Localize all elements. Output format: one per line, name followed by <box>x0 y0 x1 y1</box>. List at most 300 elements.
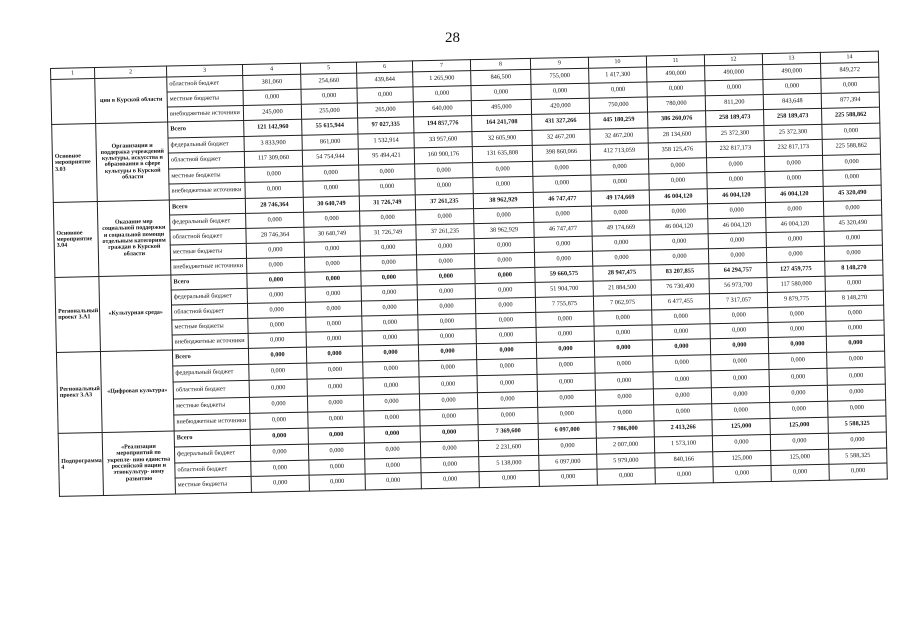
amount-cell: 0,000 <box>713 466 771 483</box>
amount-cell: 28 746,364 <box>246 227 304 243</box>
funding-source-label: областной бюджет <box>167 75 243 92</box>
amount-cell: 0,000 <box>594 340 652 357</box>
amount-cell: 0,000 <box>420 425 478 442</box>
amount-cell: 780,000 <box>647 96 705 112</box>
amount-cell: 56 973,700 <box>709 277 767 293</box>
amount-cell: 0,000 <box>415 162 473 179</box>
funding-source-label: областной бюджет <box>170 228 246 245</box>
amount-cell: 849,272 <box>821 62 879 78</box>
amount-cell: 0,000 <box>303 165 359 182</box>
amount-cell: 164 241,708 <box>472 114 532 131</box>
amount-cell: 0,000 <box>419 360 477 377</box>
amount-cell: 7 755,875 <box>535 296 593 312</box>
amount-cell: 0,000 <box>421 472 479 489</box>
amount-cell: 0,000 <box>363 393 419 410</box>
amount-cell: 431 327,266 <box>532 113 590 130</box>
amount-cell: 0,000 <box>364 426 420 443</box>
amount-cell: 0,000 <box>654 403 712 420</box>
amount-cell: 0,000 <box>362 315 418 331</box>
amount-cell: 127 459,775 <box>767 261 825 277</box>
amount-cell: 840,166 <box>655 451 713 468</box>
amount-cell: 0,000 <box>250 444 308 461</box>
amount-cell: 0,000 <box>306 346 362 363</box>
amount-cell: 0,000 <box>597 468 655 485</box>
amount-cell: 0,000 <box>247 287 305 303</box>
amount-cell: 0,000 <box>589 82 647 98</box>
amount-cell: 0,000 <box>765 155 823 172</box>
amount-cell: 0,000 <box>534 236 592 252</box>
amount-cell: 0,000 <box>650 234 708 250</box>
amount-cell: 125,000 <box>771 449 829 466</box>
amount-cell: 358 125,476 <box>648 142 706 159</box>
amount-cell: 0,000 <box>475 267 535 283</box>
funding-source-label: внебюджетные источники <box>174 413 250 431</box>
amount-cell: 0,000 <box>301 88 357 104</box>
amount-cell: 0,000 <box>534 206 592 222</box>
amount-cell: 0,000 <box>533 160 591 177</box>
measure-code: Подпрограмма 4 <box>58 432 103 496</box>
amount-cell: 0,000 <box>653 355 711 372</box>
amount-cell: 445 180,259 <box>590 112 648 129</box>
amount-cell: 0,000 <box>712 434 770 451</box>
amount-cell: 1 573,100 <box>654 435 712 452</box>
amount-cell: 0,000 <box>649 204 707 220</box>
amount-cell: 0,000 <box>475 297 535 313</box>
amount-cell: 0,000 <box>537 357 595 374</box>
amount-cell: 640,000 <box>413 101 471 117</box>
amount-cell: 0,000 <box>769 385 827 402</box>
amount-cell: 46 004,120 <box>649 189 707 205</box>
amount-cell: 45 320,490 <box>823 185 881 201</box>
amount-cell: 0,000 <box>308 411 364 428</box>
amount-cell: 0,000 <box>650 249 708 265</box>
amount-cell: 0,000 <box>307 378 363 395</box>
amount-cell: 0,000 <box>474 207 534 223</box>
amount-cell: 861,000 <box>302 134 358 151</box>
amount-cell: 0,000 <box>822 123 880 140</box>
amount-cell: 0,000 <box>649 173 707 190</box>
funding-source-label: местные бюджеты <box>173 397 249 415</box>
amount-cell: 8 148,270 <box>825 260 883 276</box>
amount-cell: 265,000 <box>357 102 413 118</box>
amount-cell: 0,000 <box>710 337 768 354</box>
amount-cell: 0,000 <box>361 285 417 301</box>
amount-cell: 0,000 <box>768 336 826 353</box>
amount-cell: 0,000 <box>249 380 307 397</box>
amount-cell: 21 884,500 <box>593 280 651 296</box>
funding-source-label: федеральный бюджет <box>170 213 246 230</box>
amount-cell: 0,000 <box>359 164 415 181</box>
amount-cell: 0,000 <box>595 372 653 389</box>
amount-cell: 121 142,960 <box>244 119 302 136</box>
amount-cell: 45 320,490 <box>824 215 882 231</box>
amount-cell: 28 746,364 <box>245 197 303 213</box>
amount-cell: 97 027,335 <box>358 117 414 134</box>
amount-cell: 95 494,421 <box>358 148 414 165</box>
column-index: 12 <box>704 54 762 66</box>
amount-cell: 0,000 <box>592 235 650 251</box>
amount-cell: 0,000 <box>474 237 534 253</box>
amount-cell: 6 097,000 <box>539 454 597 471</box>
amount-cell: 0,000 <box>769 352 827 369</box>
column-index: 10 <box>588 56 646 68</box>
amount-cell: 0,000 <box>824 245 882 261</box>
amount-cell: 0,000 <box>824 230 882 246</box>
amount-cell: 46 747,477 <box>533 191 591 207</box>
amount-cell: 0,000 <box>421 456 479 473</box>
amount-cell: 76 730,400 <box>651 279 709 295</box>
amount-cell: 6 097,000 <box>538 422 596 439</box>
amount-cell: 0,000 <box>362 330 418 346</box>
amount-cell: 0,000 <box>365 473 421 490</box>
funding-source-label: федеральный бюджет <box>174 445 250 462</box>
amount-cell: 0,000 <box>708 248 766 264</box>
amount-cell: 0,000 <box>419 392 477 409</box>
amount-cell: 0,000 <box>357 87 413 103</box>
amount-cell: 0,000 <box>247 302 305 318</box>
amount-cell: 0,000 <box>592 250 650 266</box>
amount-cell: 28 947,475 <box>593 265 651 281</box>
amount-cell: 49 174,669 <box>591 190 649 206</box>
amount-cell: 0,000 <box>479 471 539 488</box>
measure-code: Региональный проект 3.А1 <box>55 276 101 352</box>
amount-cell: 37 261,235 <box>416 224 474 240</box>
amount-cell: 0,000 <box>363 361 419 378</box>
budget-table <box>50 51 888 497</box>
amount-cell: 0,000 <box>476 312 536 328</box>
amount-cell: 0,000 <box>248 347 306 364</box>
amount-cell: 255,000 <box>301 103 357 119</box>
amount-cell: 0,000 <box>591 159 649 176</box>
funding-source-label: внебюджетные источники <box>172 333 248 350</box>
amount-cell: 232 817,173 <box>764 140 822 157</box>
budget-table-wrapper <box>50 51 887 497</box>
amount-cell: 194 857,776 <box>414 116 472 133</box>
amount-cell: 0,000 <box>595 388 653 405</box>
amount-cell: 0,000 <box>765 201 823 217</box>
amount-cell: 25 372,300 <box>764 124 822 141</box>
amount-cell: 32 467,200 <box>590 128 648 145</box>
amount-cell: 0,000 <box>828 400 886 417</box>
amount-cell: 225 588,862 <box>822 138 880 155</box>
amount-cell: 31 726,749 <box>360 225 416 241</box>
amount-cell: 117 580,000 <box>767 276 825 292</box>
amount-cell: 0,000 <box>536 341 594 358</box>
amount-cell: 5 588,325 <box>828 416 886 433</box>
column-index: 3 <box>166 64 242 77</box>
amount-cell: 386 260,076 <box>648 111 706 128</box>
funding-source-label: областной бюджет <box>168 152 244 169</box>
amount-cell: 0,000 <box>827 351 885 368</box>
funding-source-label: областной бюджет <box>171 303 247 320</box>
amount-cell: 46 747,477 <box>534 221 592 237</box>
amount-cell: 0,000 <box>653 387 711 404</box>
amount-cell: 0,000 <box>594 325 652 341</box>
amount-cell: 0,000 <box>821 77 879 93</box>
amount-cell: 2 413,266 <box>654 420 712 437</box>
amount-cell: 0,000 <box>306 316 362 332</box>
amount-cell: 0,000 <box>473 161 533 178</box>
amount-cell: 0,000 <box>770 433 828 450</box>
measure-code: Региональный проект 3.А3 <box>56 351 102 433</box>
amount-cell: 32 467,200 <box>532 129 590 146</box>
amount-cell: 0,000 <box>250 412 308 429</box>
amount-cell: 0,000 <box>249 363 307 380</box>
funding-source-label: местные бюджеты <box>170 243 246 260</box>
amount-cell: 55 615,944 <box>302 118 358 135</box>
measure-code: Основное мероприятие 3.03 <box>52 124 98 203</box>
amount-cell: 0,000 <box>418 314 476 330</box>
amount-cell: 846,500 <box>471 69 531 85</box>
amount-cell: 0,000 <box>306 331 362 347</box>
amount-cell: 30 640,749 <box>303 196 359 212</box>
amount-cell: 0,000 <box>539 469 597 486</box>
amount-cell: 0,000 <box>538 438 596 455</box>
amount-cell: 398 860,066 <box>532 144 590 161</box>
amount-cell: 0,000 <box>420 408 478 425</box>
funding-source-label: Всего <box>171 273 247 290</box>
amount-cell: 7 062,975 <box>593 295 651 311</box>
amount-cell: 0,000 <box>711 386 769 403</box>
amount-cell: 0,000 <box>534 251 592 267</box>
amount-cell: 125,000 <box>713 450 771 467</box>
amount-cell: 0,000 <box>533 176 591 193</box>
amount-cell: 2 007,000 <box>596 437 654 454</box>
amount-cell: 0,000 <box>361 300 417 316</box>
amount-cell: 0,000 <box>361 255 417 271</box>
amount-cell: 0,000 <box>418 329 476 345</box>
amount-cell: 0,000 <box>712 402 770 419</box>
amount-cell: 0,000 <box>476 327 536 343</box>
amount-cell: 254,660 <box>301 73 357 89</box>
amount-cell: 0,000 <box>765 171 823 188</box>
amount-cell: 0,000 <box>416 209 474 225</box>
amount-cell: 0,000 <box>711 354 769 371</box>
amount-cell: 0,000 <box>710 307 768 323</box>
amount-cell: 490,000 <box>647 66 705 82</box>
amount-cell: 0,000 <box>766 231 824 247</box>
page-number: 28 <box>445 30 460 46</box>
amount-cell: 8 148,270 <box>825 290 883 306</box>
amount-cell: 46 004,120 <box>707 188 765 204</box>
amount-cell: 0,000 <box>475 282 535 298</box>
amount-cell: 46 004,120 <box>766 216 824 232</box>
amount-cell: 1 265,900 <box>413 71 471 87</box>
amount-cell: 412 713,059 <box>590 143 648 160</box>
amount-cell: 0,000 <box>416 254 474 270</box>
amount-cell: 0,000 <box>826 335 884 352</box>
amount-cell: 0,000 <box>419 376 477 393</box>
amount-cell: 64 294,757 <box>709 263 767 279</box>
amount-cell: 1 532,914 <box>358 132 414 149</box>
column-index: 4 <box>242 63 300 75</box>
amount-cell: 0,000 <box>594 310 652 326</box>
amount-cell: 0,000 <box>827 384 885 401</box>
amount-cell: 28 134,600 <box>648 126 706 143</box>
amount-cell: 439,844 <box>357 72 413 88</box>
column-index: 6 <box>356 61 412 73</box>
amount-cell: 0,000 <box>303 180 359 197</box>
amount-cell: 0,000 <box>246 212 304 228</box>
amount-cell: 245,000 <box>243 104 301 120</box>
amount-cell: 0,000 <box>304 211 360 227</box>
amount-cell: 54 754,944 <box>302 149 358 166</box>
funding-source-label: внебюджетные источники <box>169 183 245 200</box>
amount-cell: 490,000 <box>763 63 821 79</box>
amount-cell: 0,000 <box>251 460 309 477</box>
amount-cell: 117 309,060 <box>244 150 302 167</box>
measure-name: Организация и поддержка учреждений культуры, искусства и образования в сфере культуры в Курской области <box>96 122 170 201</box>
funding-source-label: федеральный бюджет <box>168 136 244 153</box>
amount-cell: 0,000 <box>362 345 418 362</box>
amount-cell: 31 726,749 <box>359 195 415 211</box>
column-index: 9 <box>530 57 588 69</box>
amount-cell: 160 900,176 <box>414 147 472 164</box>
amount-cell: 7 369,600 <box>478 423 538 440</box>
amount-cell: 0,000 <box>473 177 533 194</box>
amount-cell: 7 986,000 <box>596 421 654 438</box>
amount-cell: 0,000 <box>710 322 768 338</box>
amount-cell: 258 189,473 <box>764 108 822 125</box>
amount-cell: 495,000 <box>471 99 531 115</box>
amount-cell: 46 004,120 <box>708 218 766 234</box>
amount-cell: 0,000 <box>771 465 829 482</box>
funding-source-label: областной бюджет <box>173 381 249 399</box>
funding-source-label: Всего <box>172 348 248 366</box>
amount-cell: 0,000 <box>304 241 360 257</box>
amount-cell: 0,000 <box>359 179 415 196</box>
amount-cell: 7 317,057 <box>709 292 767 308</box>
amount-cell: 49 174,669 <box>592 220 650 236</box>
amount-cell: 750,000 <box>589 97 647 113</box>
amount-cell: 0,000 <box>477 375 537 392</box>
amount-cell: 0,000 <box>768 321 826 337</box>
amount-cell: 0,000 <box>245 166 303 183</box>
amount-cell: 0,000 <box>592 205 650 221</box>
column-index: 13 <box>762 52 820 64</box>
funding-source-label: Всего <box>168 120 244 137</box>
amount-cell: 38 962,929 <box>473 192 533 208</box>
amount-cell: 232 817,173 <box>706 141 764 158</box>
amount-cell: 5 979,000 <box>597 452 655 469</box>
amount-cell: 0,000 <box>364 442 420 459</box>
column-index: 1 <box>51 68 95 80</box>
amount-cell: 0,000 <box>707 203 765 219</box>
amount-cell: 0,000 <box>477 391 537 408</box>
amount-cell: 0,000 <box>826 320 884 336</box>
amount-cell: 0,000 <box>417 269 475 285</box>
amount-cell: 5 588,325 <box>829 448 887 465</box>
amount-cell: 0,000 <box>536 326 594 342</box>
amount-cell: 83 207,855 <box>651 264 709 280</box>
amount-cell: 0,000 <box>652 309 710 325</box>
amount-cell: 0,000 <box>246 242 304 258</box>
amount-cell: 0,000 <box>307 362 363 379</box>
amount-cell: 0,000 <box>652 339 710 356</box>
funding-source-label: Всего <box>169 198 245 215</box>
amount-cell: 0,000 <box>417 299 475 315</box>
amount-cell: 0,000 <box>649 158 707 175</box>
amount-cell: 51 904,700 <box>535 281 593 297</box>
amount-cell: 6 477,455 <box>651 294 709 310</box>
amount-cell: 125,000 <box>770 417 828 434</box>
amount-cell: 3 833,900 <box>244 135 302 152</box>
amount-cell: 0,000 <box>707 172 765 189</box>
amount-cell: 0,000 <box>305 286 361 302</box>
amount-cell: 0,000 <box>653 371 711 388</box>
amount-cell: 877,394 <box>821 92 879 108</box>
amount-cell: 0,000 <box>251 475 309 492</box>
amount-cell: 0,000 <box>248 332 306 348</box>
amount-cell: 0,000 <box>245 182 303 199</box>
amount-cell: 755,000 <box>531 68 589 84</box>
amount-cell: 0,000 <box>307 395 363 412</box>
amount-cell: 0,000 <box>537 390 595 407</box>
amount-cell: 0,000 <box>705 80 763 96</box>
amount-cell: 0,000 <box>707 156 765 173</box>
amount-cell: 0,000 <box>415 178 473 195</box>
amount-cell: 38 962,929 <box>474 222 534 238</box>
amount-cell: 490,000 <box>705 65 763 81</box>
amount-cell: 420,000 <box>531 98 589 114</box>
amount-cell: 0,000 <box>309 458 365 475</box>
amount-cell: 0,000 <box>250 428 308 445</box>
amount-cell: 0,000 <box>364 410 420 427</box>
amount-cell: 32 605,900 <box>472 130 532 147</box>
amount-cell: 0,000 <box>247 257 305 273</box>
table-body <box>51 51 888 496</box>
amount-cell: 0,000 <box>537 373 595 390</box>
amount-cell: 0,000 <box>308 443 364 460</box>
amount-cell: 381,060 <box>243 74 301 90</box>
amount-cell: 0,000 <box>360 240 416 256</box>
amount-cell: 0,000 <box>363 377 419 394</box>
funding-source-label: федеральный бюджет <box>173 365 249 383</box>
amount-cell: 2 231,600 <box>478 439 538 456</box>
amount-cell: 46 004,120 <box>650 219 708 235</box>
amount-cell: 0,000 <box>417 284 475 300</box>
amount-cell: 0,000 <box>652 324 710 340</box>
amount-cell: 5 138,000 <box>479 455 539 472</box>
column-index: 14 <box>820 51 878 63</box>
amount-cell: 0,000 <box>596 405 654 422</box>
amount-cell: 0,000 <box>647 81 705 97</box>
column-index: 8 <box>470 58 530 70</box>
amount-cell: 0,000 <box>360 210 416 226</box>
amount-cell: 0,000 <box>418 344 476 361</box>
amount-cell: 843,648 <box>763 93 821 109</box>
amount-cell: 0,000 <box>361 270 417 286</box>
amount-cell: 0,000 <box>471 84 531 100</box>
amount-cell: 0,000 <box>768 306 826 322</box>
amount-cell: 0,000 <box>827 367 885 384</box>
amount-cell: 0,000 <box>416 239 474 255</box>
amount-cell: 0,000 <box>766 246 824 262</box>
funding-source-label: федеральный бюджет <box>171 288 247 305</box>
column-index: 11 <box>646 55 704 67</box>
funding-source-label: внебюджетные источники <box>167 105 243 122</box>
column-index: 7 <box>412 60 470 72</box>
measure-code <box>51 79 96 125</box>
amount-cell: 0,000 <box>247 272 305 288</box>
amount-cell: 0,000 <box>825 275 883 291</box>
measure-name: «Реализация мероприятий по укрепле- нию единства российской нации и этнокультур- ному развитию <box>102 431 175 496</box>
amount-cell: 811,200 <box>705 95 763 111</box>
amount-cell: 0,000 <box>770 401 828 418</box>
amount-cell: 30 640,749 <box>304 226 360 242</box>
amount-cell: 33 957,600 <box>414 131 472 148</box>
amount-cell: 0,000 <box>823 200 881 216</box>
